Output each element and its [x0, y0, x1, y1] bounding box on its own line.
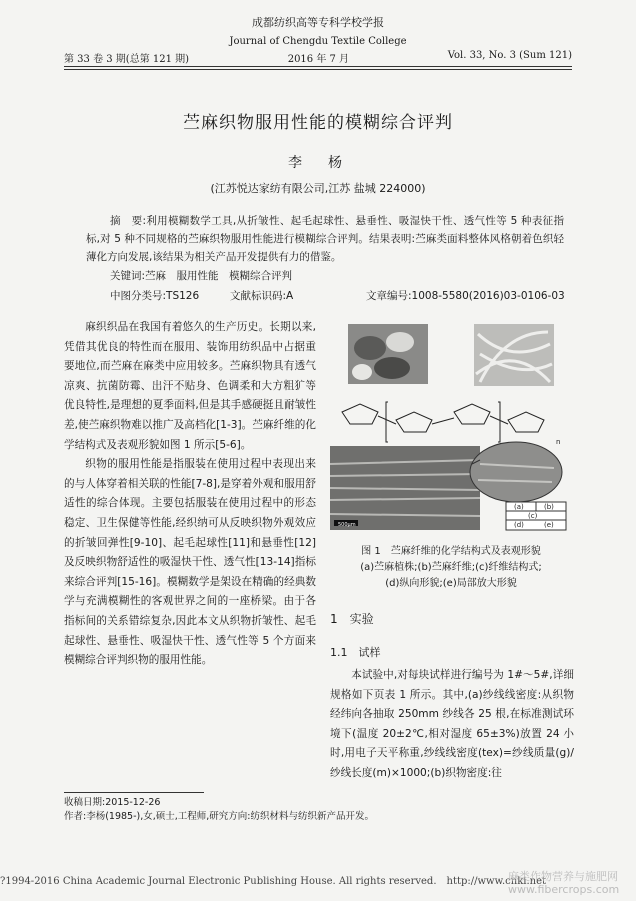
article-number: 文章编号:1008-5580(2016)03-0106-03: [366, 290, 565, 302]
scale-bar-label: 500μm: [338, 522, 356, 528]
clc-number: 中图分类号:TS126: [110, 290, 200, 302]
classification-row: [110, 288, 570, 304]
header-rule-top: [64, 66, 572, 67]
panel-label-e: (e): [544, 521, 554, 529]
copyright-line: ?1994-2016 China Academic Journal Electronic Publishing House. All rights reserved. http://www.cnki.net: [0, 876, 547, 887]
paragraph: 织物的服用性能是指服装在使用过程中表现出来的与人体穿着相关联的性能[7-8],是穿着外观和服用舒适性的综合体现。主要包括服装在使用过程中的形态稳定、卫生保健等性能,经织纳可从反映织物外观效应的折皱回弹性[9-10]、起毛起球性[11]和悬垂性[12]及反映织物舒适性的吸湿快干性、透气性[13-14]指标来综合评判[15-16]。模糊数学是架设在精确的经典数学与充满模糊性的客观世界之间的一座桥梁。由于各指标间的关系错综复杂,因此本文从织物折皱性、起毛起球性、悬垂性、吸湿快干性、透气性等 5 个方面来模糊综合评判织物的服用性能。: [64, 458, 316, 667]
figure-caption: [330, 544, 572, 592]
volume-en: Vol. 33, No. 3 (Sum 121): [447, 50, 572, 61]
abstract-text: 利用模糊数学工具,从折皱性、起毛起球性、悬垂性、吸湿快干性、透气性等 5 种表征指标,对 5 种不同规格的苎麻织物服用性能进行模糊综合评判。结果表明:苎麻类面料整体风格朝着色织轻薄化方向发展,该结果为相关产品开发提供有力的借鉴。: [86, 215, 564, 263]
subsection-heading: 1.1 试样: [330, 646, 381, 659]
zoom-detail: [470, 442, 562, 502]
panel-label-c: (c): [528, 512, 538, 520]
section-heading: 1 实验: [330, 612, 374, 626]
journal-name-en: Journal of Chengdu Textile College: [229, 36, 407, 47]
abstract: [86, 212, 564, 266]
received-date: 收稿日期:2015-12-26: [64, 797, 161, 808]
article-title: 苎麻织物服用性能的模糊综合评判: [183, 113, 453, 133]
paragraph: 麻织织品在我国有着悠久的生产历史。长期以来,凭借其优良的特性而在服用、装饰用纺织品中占据重要地位,而苎麻在麻类中应用较多。苎麻织物具有透气凉爽、抗菌防霉、出汗不贴身、色调柔和大方粗犷等优良特性,是理想的夏季面料,但是其手感硬挺且耐皱性差,使苎麻织物难以推广及高档化[1-3]。苎麻纤维的化学结构式及表观形貌如图 1 所示[5-6]。: [64, 321, 316, 451]
caption-title: 图 1 苎麻纤维的化学结构式及表观形貌: [361, 546, 541, 557]
document-code: 文献标识码:A: [230, 290, 294, 302]
header-rule-bottom: [64, 69, 572, 70]
author-affiliation: (江苏悦达家纺有限公司,江苏 盐城 224000): [210, 182, 426, 195]
body-left-column: [64, 318, 316, 671]
footnote-rule: [64, 792, 204, 793]
abstract-label: 摘 要:: [110, 215, 146, 227]
body-right-column: [330, 666, 574, 784]
keywords: 关键词:苎麻 服用性能 模糊综合评判: [110, 270, 293, 282]
panel-label-b: (b): [544, 503, 554, 511]
panel-legend: [506, 502, 566, 530]
watermark: 麻类作物营养与施肥网 www.fibercrops.com: [508, 870, 620, 896]
author-bio: 作者:李杨(1985-),女,硕士,工程师,研究方向:纺织材料与纺织新产品开发。: [64, 811, 374, 822]
issue-date: 2016 年 7 月: [287, 54, 350, 65]
issue-info-row: [64, 50, 572, 66]
chemical-structure: [342, 402, 544, 442]
figure-1: [330, 324, 572, 534]
volume-cn: 第 33 卷 3 期(总第 121 期): [64, 54, 190, 65]
caption-line-2: (a)苎麻植株;(b)苎麻纤维;(c)纤维结构式;: [360, 562, 542, 573]
article-author: 李 杨: [288, 155, 348, 171]
journal-name-cn: 成都纺织高等专科学校学报: [252, 16, 384, 29]
paragraph: 本试验中,对每块试样进行编号为 1#～5#,详细规格如下页表 1 所示。其中,(a)纱线线密度:从织物经纬向各抽取 250mm 纱线各 25 根,在标准测试环境下(温度 20±2℃,相对湿度 65±3%)放置 24 小时,用电子天平称重,纱线线密度(tex)=纱线质量(g)/纱线长度(m)×1000;(b)织物密度:往: [330, 669, 574, 779]
figure-1-image: [330, 324, 572, 534]
footnote: [64, 796, 374, 824]
panel-label-a: (a): [514, 503, 524, 511]
svg-text:n: n: [556, 438, 561, 446]
caption-line-3: (d)纵向形貌;(e)局部放大形貌: [385, 578, 517, 589]
panel-label-d: (d): [514, 521, 524, 529]
